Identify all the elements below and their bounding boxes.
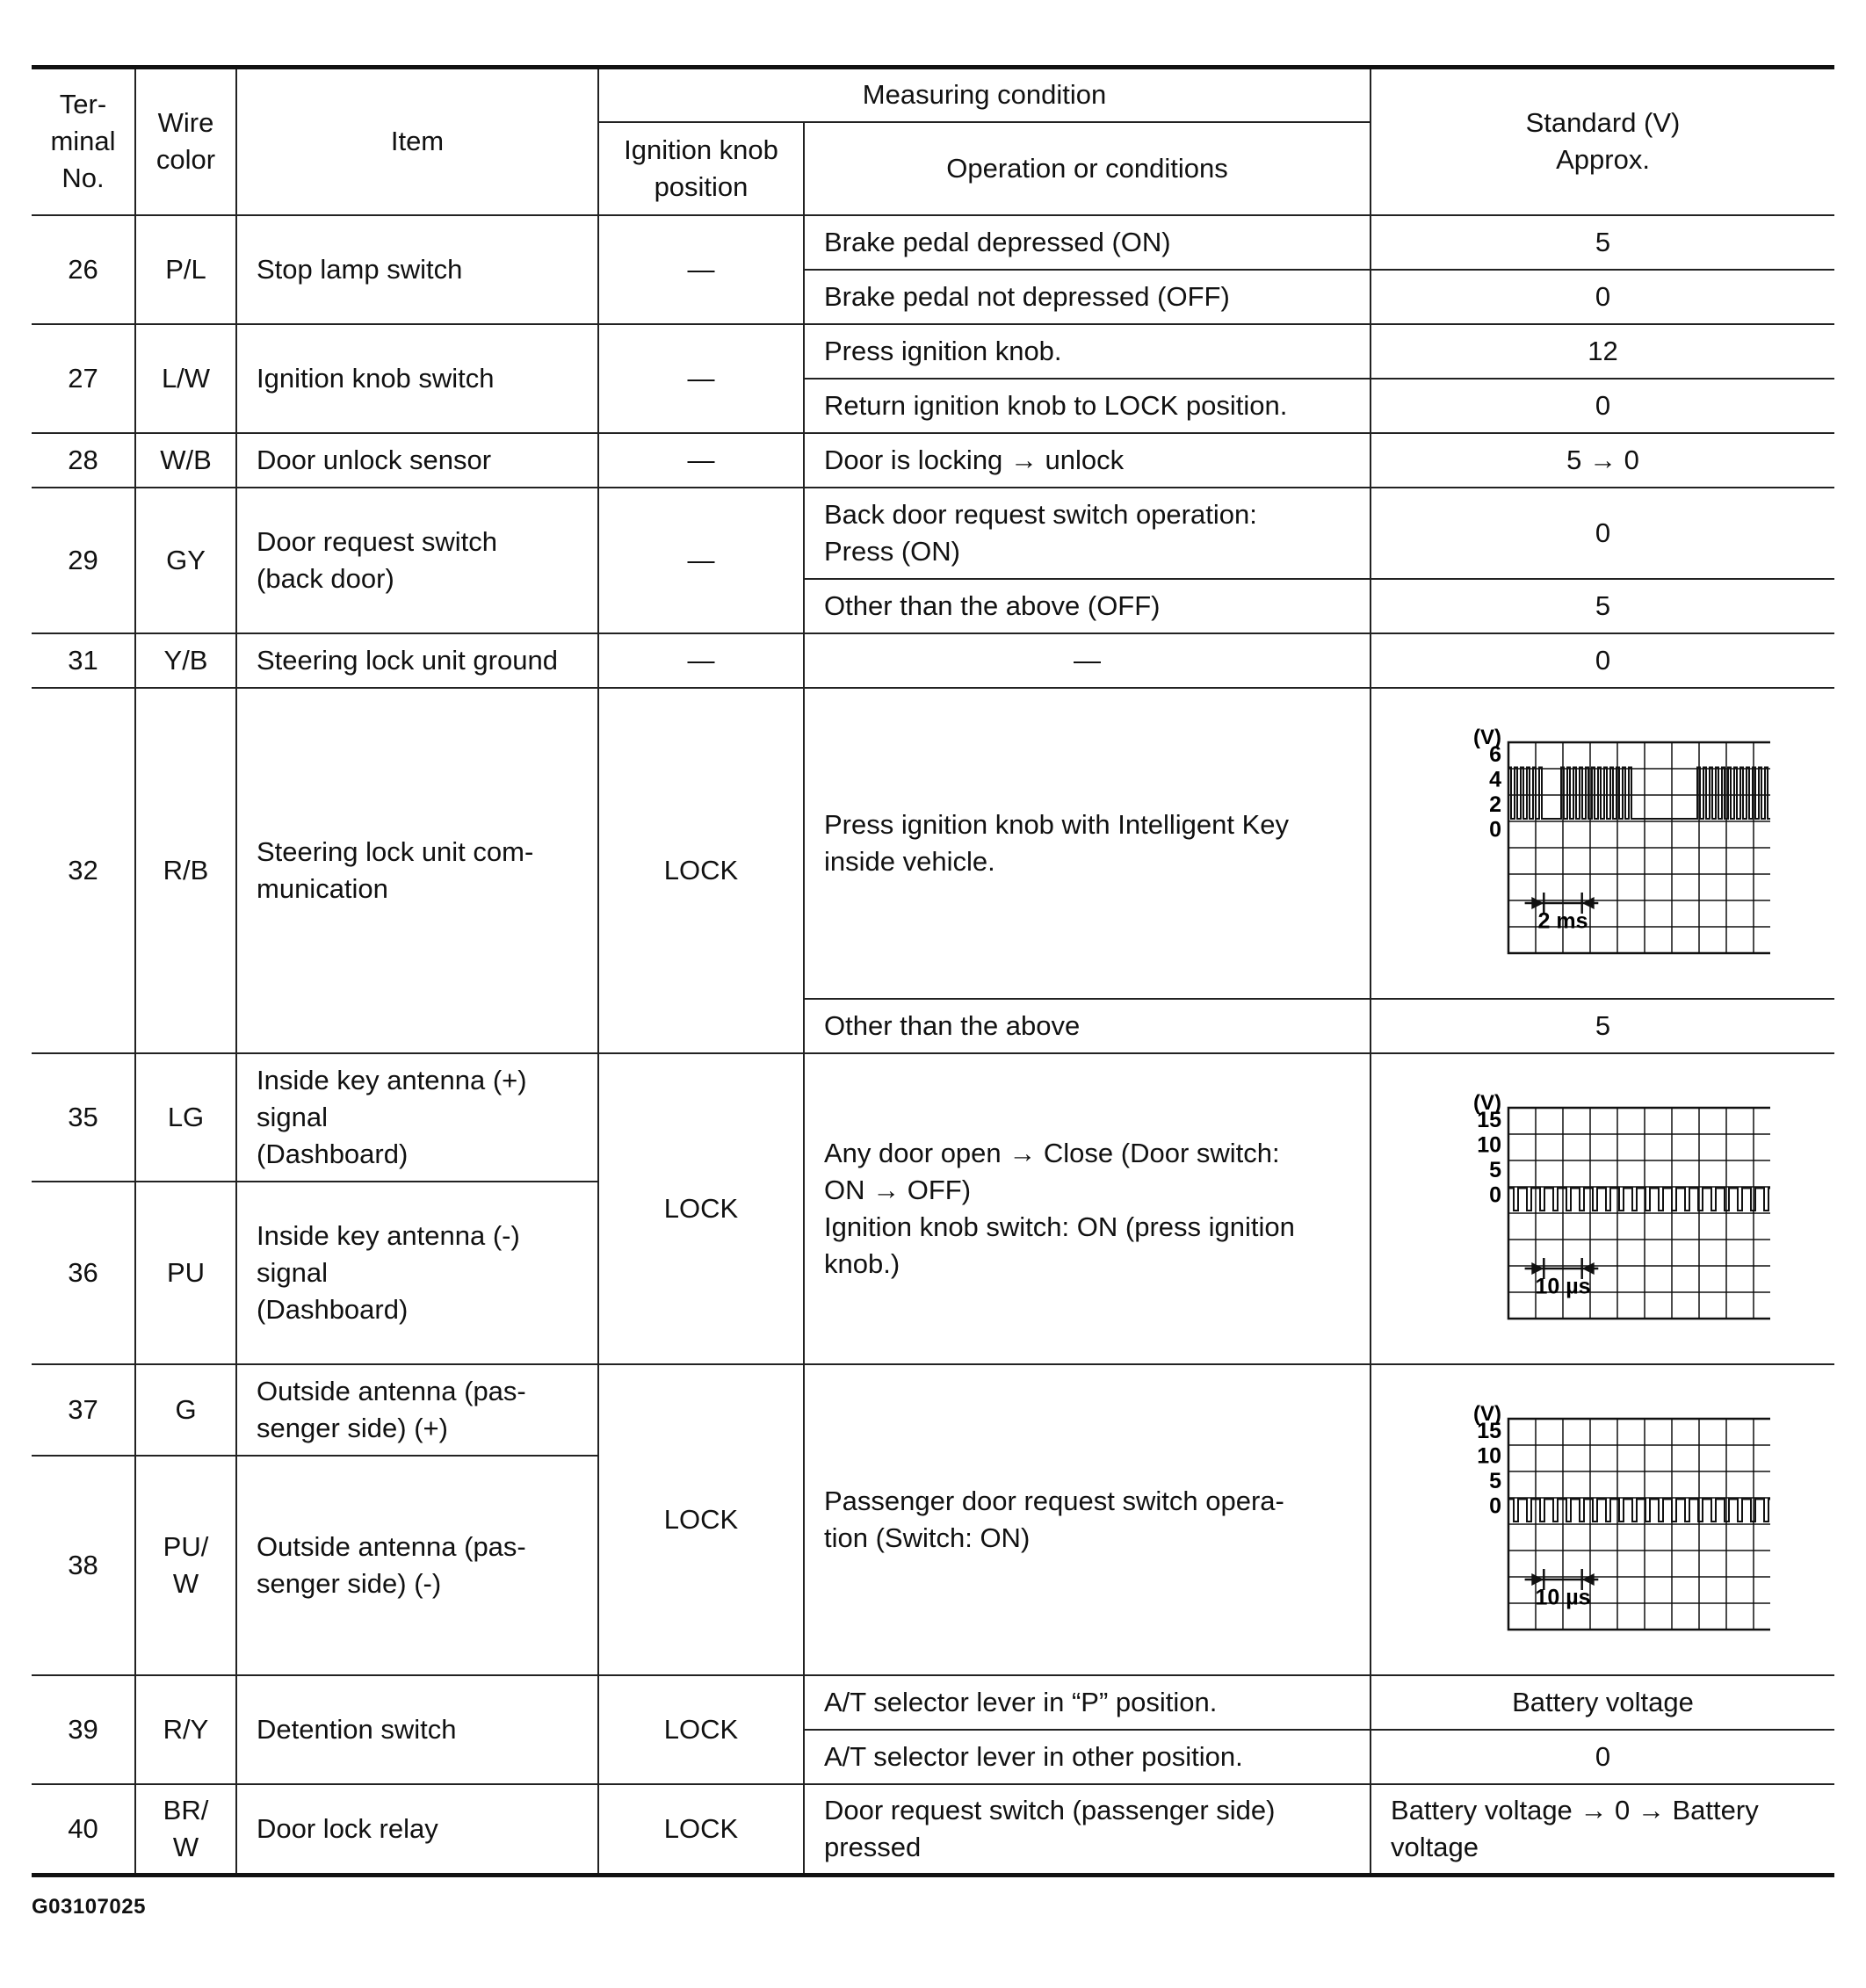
waveform-tick-label: 0 xyxy=(1488,1182,1501,1207)
ignition-cell: — xyxy=(598,324,804,433)
terminal-cell: 37 xyxy=(32,1364,135,1456)
ignition-cell: LOCK xyxy=(598,1675,804,1784)
operation-cell: A/T selector lever in “P” position. xyxy=(804,1675,1371,1730)
terminal-cell: 27 xyxy=(32,324,135,433)
waveform-signal-trace xyxy=(1508,1188,1770,1211)
waveform-plot-inside-antenna xyxy=(1436,1090,1770,1327)
table-row xyxy=(32,1364,1834,1456)
wire-cell: L/W xyxy=(135,324,236,433)
item-cell: Outside antenna (pas- senger side) (+) xyxy=(236,1364,598,1456)
waveform-unit-label: (V) xyxy=(1472,725,1501,749)
standard-cell: 0 xyxy=(1371,379,1834,433)
ignition-cell: — xyxy=(598,433,804,488)
terminal-cell: 38 xyxy=(32,1456,135,1675)
ignition-cell: LOCK xyxy=(598,688,804,1053)
operation-cell: A/T selector lever in other position. xyxy=(804,1730,1371,1784)
waveform-tick-label: 5 xyxy=(1488,1468,1501,1493)
waveform-time-arrow xyxy=(1581,1262,1594,1275)
waveform-time-label: 10 µs xyxy=(1534,1274,1591,1298)
operation-cell: Brake pedal not depressed (OFF) xyxy=(804,270,1371,324)
wire-cell: PU/ W xyxy=(135,1456,236,1675)
waveform-signal-trace xyxy=(1508,1499,1770,1522)
item-cell: Stop lamp switch xyxy=(236,215,598,324)
table-row xyxy=(32,1784,1834,1876)
waveform-tick-label: 10 xyxy=(1476,1443,1501,1468)
waveform-time-label: 2 ms xyxy=(1537,908,1588,933)
waveform-cell xyxy=(1371,1053,1834,1364)
header-item: Item xyxy=(236,68,598,215)
table-row xyxy=(32,433,1834,488)
wire-cell: GY xyxy=(135,488,236,633)
wire-cell: R/B xyxy=(135,688,236,1053)
item-cell: Door unlock sensor xyxy=(236,433,598,488)
terminal-cell: 29 xyxy=(32,488,135,633)
wire-cell: P/L xyxy=(135,215,236,324)
wire-cell: R/Y xyxy=(135,1675,236,1784)
waveform-cell xyxy=(1371,688,1834,999)
waveform-unit-label: (V) xyxy=(1472,1090,1501,1115)
operation-cell: — xyxy=(804,633,1371,688)
item-cell: Inside key antenna (-) signal (Dashboard) xyxy=(236,1182,598,1364)
standard-cell: 5 xyxy=(1371,999,1834,1053)
item-cell: Steering lock unit ground xyxy=(236,633,598,688)
item-cell: Door request switch (back door) xyxy=(236,488,598,633)
wire-cell: BR/ W xyxy=(135,1784,236,1876)
waveform-time-arrow xyxy=(1581,1573,1594,1586)
standard-cell: 12 xyxy=(1371,324,1834,379)
ignition-cell: LOCK xyxy=(598,1053,804,1364)
waveform-plot-outside-antenna xyxy=(1436,1401,1770,1638)
ignition-cell: LOCK xyxy=(598,1364,804,1675)
wire-cell: Y/B xyxy=(135,633,236,688)
waveform-time-arrow xyxy=(1531,1262,1544,1275)
standard-cell: Battery voltage → 0 → Battery voltage xyxy=(1371,1784,1834,1876)
operation-cell: Any door open → Close (Door switch: ON → OFF) Ignition knob switch: ON (press ignition knob.) xyxy=(804,1053,1371,1364)
waveform-time-arrow xyxy=(1581,897,1594,909)
figure-id: G03107025 xyxy=(32,1895,146,1919)
item-cell: Inside key antenna (+) signal (Dashboard) xyxy=(236,1053,598,1182)
operation-cell: Return ignition knob to LOCK position. xyxy=(804,379,1371,433)
standard-cell: Battery voltage xyxy=(1371,1675,1834,1730)
standard-cell: 0 xyxy=(1371,270,1834,324)
terminal-cell: 36 xyxy=(32,1182,135,1364)
waveform-time-label: 10 µs xyxy=(1534,1585,1591,1609)
waveform-plot-steering-lock xyxy=(1436,725,1770,962)
operation-cell: Brake pedal depressed (ON) xyxy=(804,215,1371,270)
table-row xyxy=(32,215,1834,270)
header-ignition-position: Ignition knob position xyxy=(598,122,804,215)
table-row xyxy=(32,688,1834,999)
wire-cell: W/B xyxy=(135,433,236,488)
standard-cell: 0 xyxy=(1371,1730,1834,1784)
waveform-tick-label: 6 xyxy=(1488,741,1501,767)
waveform-tick-label: 4 xyxy=(1488,767,1501,792)
waveform-cell xyxy=(1371,1364,1834,1675)
ignition-cell: — xyxy=(598,488,804,633)
terminal-cell: 40 xyxy=(32,1784,135,1876)
standard-cell: 0 xyxy=(1371,633,1834,688)
header-wire-color: Wire color xyxy=(135,68,236,215)
waveform-tick-label: 15 xyxy=(1476,1418,1501,1443)
item-cell: Outside antenna (pas- senger side) (-) xyxy=(236,1456,598,1675)
operation-cell: Back door request switch operation: Press (ON) xyxy=(804,488,1371,579)
terminal-cell: 31 xyxy=(32,633,135,688)
table-row xyxy=(32,324,1834,379)
table-row xyxy=(32,1053,1834,1182)
terminal-cell: 32 xyxy=(32,688,135,1053)
item-cell: Ignition knob switch xyxy=(236,324,598,433)
waveform-tick-label: 5 xyxy=(1488,1157,1501,1182)
item-cell: Detention switch xyxy=(236,1675,598,1784)
wire-cell: LG xyxy=(135,1053,236,1182)
wire-cell: G xyxy=(135,1364,236,1456)
terminal-cell: 39 xyxy=(32,1675,135,1784)
table-row xyxy=(32,488,1834,579)
waveform-time-arrow xyxy=(1531,897,1544,909)
standard-cell: 0 xyxy=(1371,488,1834,579)
standard-cell: 5 xyxy=(1371,215,1834,270)
ignition-cell: — xyxy=(598,633,804,688)
header-measuring-condition: Measuring condition xyxy=(598,68,1371,122)
operation-cell: Press ignition knob with Intelligent Key inside vehicle. xyxy=(804,688,1371,999)
waveform-tick-label: 0 xyxy=(1488,817,1501,842)
operation-cell: Other than the above (OFF) xyxy=(804,579,1371,633)
standard-cell: 5 xyxy=(1371,579,1834,633)
header-operation: Operation or conditions xyxy=(804,122,1371,215)
waveform-tick-label: 15 xyxy=(1476,1107,1501,1132)
wire-cell: PU xyxy=(135,1182,236,1364)
waveform-time-arrow xyxy=(1531,1573,1544,1586)
table-row xyxy=(32,1675,1834,1730)
operation-cell: Press ignition knob. xyxy=(804,324,1371,379)
waveform-tick-label: 10 xyxy=(1476,1132,1501,1157)
operation-cell: Other than the above xyxy=(804,999,1371,1053)
standard-cell: 5 → 0 xyxy=(1371,433,1834,488)
operation-cell: Passenger door request switch opera- tion (Switch: ON) xyxy=(804,1364,1371,1675)
waveform-tick-label: 2 xyxy=(1488,792,1501,817)
table-row xyxy=(32,633,1834,688)
operation-cell: Door is locking → unlock xyxy=(804,433,1371,488)
item-cell: Door lock relay xyxy=(236,1784,598,1876)
terminal-cell: 26 xyxy=(32,215,135,324)
waveform-signal-trace xyxy=(1508,767,1770,819)
ignition-cell: LOCK xyxy=(598,1784,804,1876)
waveform-unit-label: (V) xyxy=(1472,1401,1501,1426)
pinout-document xyxy=(32,65,1834,1877)
header-standard: Standard (V) Approx. xyxy=(1371,68,1834,215)
header-terminal: Ter- minal No. xyxy=(32,68,135,215)
waveform-tick-label: 0 xyxy=(1488,1493,1501,1518)
terminal-cell: 35 xyxy=(32,1053,135,1182)
operation-cell: Door request switch (passenger side) pressed xyxy=(804,1784,1371,1876)
item-cell: Steering lock unit com- munication xyxy=(236,688,598,1053)
terminal-table xyxy=(32,65,1834,1877)
ignition-cell: — xyxy=(598,215,804,324)
terminal-cell: 28 xyxy=(32,433,135,488)
